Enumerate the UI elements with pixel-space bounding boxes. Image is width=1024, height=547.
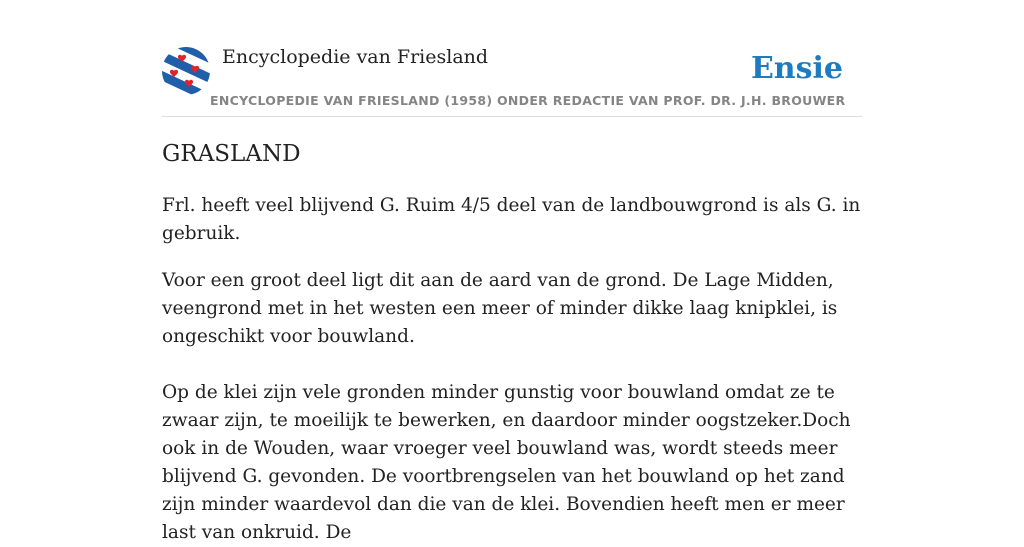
article-paragraph: Op de klei zijn vele gronden minder gunstig voor bouwland omdat ze te zwaar zijn, te moeilijk te bewerken, en daardoor minder oogstzeker.Doch ook in de Wouden, waar vroeger veel bouwland was, wordt steeds meer blijvend G. gevonden. De voortbrengselen van het bouwland op het zand zijn minder waardevol dan die van de klei. Bovendien heeft men er meer last van onkruid. De <box>162 382 851 543</box>
encyclopedia-subtitle: ENCYCLOPEDIE VAN FRIESLAND (1958) ONDER REDACTIE VAN PROF. DR. J.H. BROUWER <box>210 93 846 108</box>
article-paragraph: Frl. heeft veel blijvend G. Ruim 4/5 deel van de landbouwgrond is als G. in gebruik. <box>162 195 861 244</box>
ensie-logo[interactable]: Ensie <box>750 51 843 86</box>
site-header <box>162 46 862 117</box>
article-paragraph: Voor een groot deel ligt dit aan de aard van de grond. De Lage Midden, veengrond met in het westen een meer of minder dikke laag knipklei, is ongeschikt voor bouwland. <box>162 270 838 347</box>
article <box>162 138 862 547</box>
page-title: GRASLAND <box>162 141 301 167</box>
site-title[interactable]: Encyclopedie van Friesland <box>222 46 489 68</box>
friesland-flag-icon[interactable] <box>162 47 210 95</box>
